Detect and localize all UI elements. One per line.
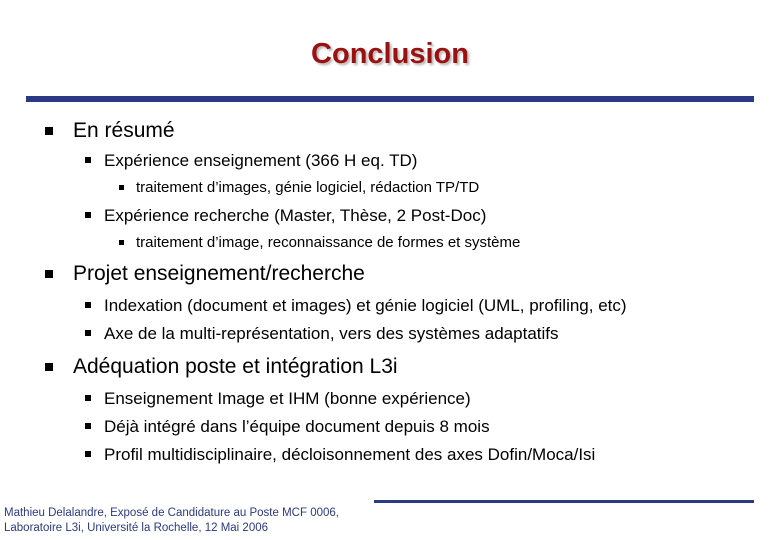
bullet-icon bbox=[85, 451, 91, 457]
section-heading: Projet enseignement/recherche bbox=[73, 262, 365, 285]
detail-item: traitement d’images, génie logiciel, rédaction TP/TD bbox=[136, 179, 480, 196]
footer-line-1: Mathieu Delalandre, Exposé de Candidature au Poste MCF 0006, bbox=[4, 507, 339, 519]
subsection-item: Déjà intégré dans l’équipe document depuis 8 mois bbox=[104, 417, 490, 436]
subsection-item: Enseignement Image et IHM (bonne expérience) bbox=[104, 389, 471, 408]
bullet-icon bbox=[85, 423, 91, 429]
section-heading: En résumé bbox=[73, 119, 175, 142]
slide-footer bbox=[4, 506, 339, 536]
title-divider bbox=[26, 96, 754, 102]
subsection-item: Axe de la multi-représentation, vers des systèmes adaptatifs bbox=[104, 324, 559, 343]
subsection-item: Profil multidisciplinaire, décloisonnement des axes Dofin/Moca/Isi bbox=[104, 445, 596, 464]
bullet-icon bbox=[85, 302, 91, 308]
slide-title: Conclusion bbox=[311, 38, 469, 70]
bullet-icon bbox=[45, 270, 53, 278]
bullet-icon bbox=[45, 127, 53, 135]
footer-line-2: Laboratoire L3i, Université la Rochelle, 12 Mai 2006 bbox=[4, 522, 269, 534]
detail-item: traitement d’image, reconnaissance de formes et système bbox=[136, 234, 521, 251]
bullet-icon bbox=[85, 212, 91, 218]
subsection-item: Indexation (document et images) et génie logiciel (UML, profiling, etc) bbox=[104, 296, 627, 315]
bullet-icon bbox=[119, 185, 124, 190]
subsection-item: Expérience recherche (Master, Thèse, 2 Post-Doc) bbox=[104, 206, 487, 225]
footer-divider bbox=[374, 500, 754, 503]
section-heading: Adéquation poste et intégration L3i bbox=[73, 355, 398, 378]
bullet-icon bbox=[45, 363, 53, 371]
subsection-item: Expérience enseignement (366 H eq. TD) bbox=[104, 151, 418, 170]
bullet-icon bbox=[85, 395, 91, 401]
bullet-icon bbox=[85, 157, 91, 163]
bullet-icon bbox=[85, 330, 91, 336]
bullet-icon bbox=[119, 240, 124, 245]
